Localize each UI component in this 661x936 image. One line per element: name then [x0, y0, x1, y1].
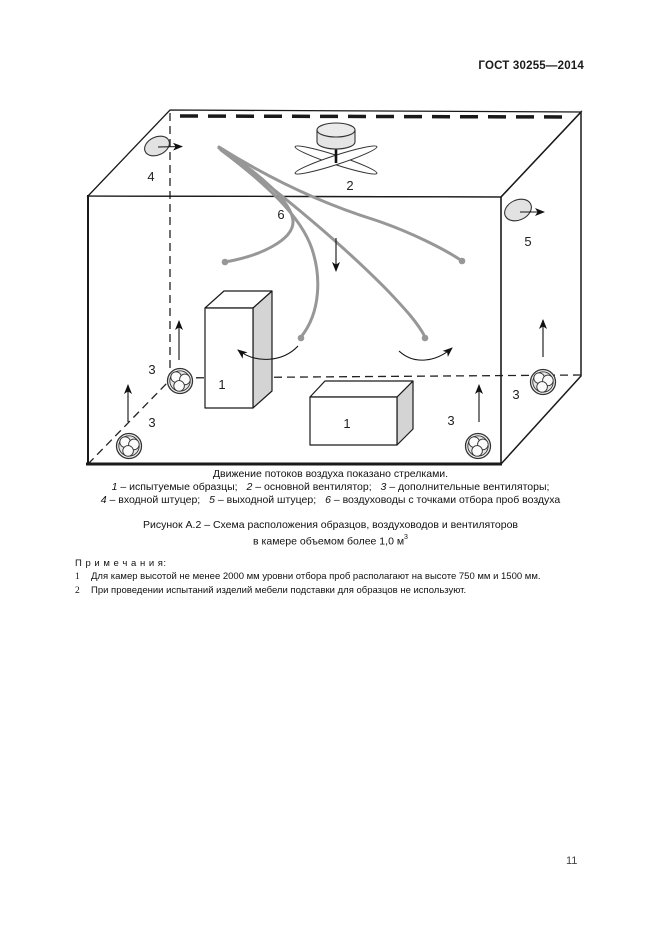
note-number: 2 [75, 586, 80, 596]
chamber-right-face [501, 112, 581, 464]
sampling-point [459, 258, 466, 265]
legend-item-text: – испытуемые образцы; [120, 481, 238, 493]
label-inlet: 4 [147, 169, 155, 184]
sampling-point [222, 259, 229, 266]
legend-item-text: – воздуховоды с точками отбора проб воздуха [333, 494, 561, 506]
main-fan-icon [294, 123, 379, 178]
aux-fan-icon [466, 434, 491, 459]
legend-item-num: 1 [111, 481, 118, 493]
inlet-fitting-icon [141, 132, 182, 159]
doc-number: ГОСТ 30255—2014 [478, 60, 584, 72]
figure-caption-line2 [30, 532, 631, 549]
chamber-back-top-dashed-line [180, 116, 572, 117]
figure-captions [30, 468, 631, 549]
aux-fan-icon [117, 434, 142, 459]
label-sample-tall: 1 [218, 377, 226, 392]
legend-item [381, 481, 550, 493]
legend-item [101, 494, 200, 506]
note-item [75, 570, 620, 584]
legend-item-text: – выходной штуцер; [217, 494, 317, 506]
legend-item [112, 481, 238, 493]
legend-item-num: 2 [246, 481, 253, 493]
legend-item-text: – дополнительные вентиляторы; [389, 481, 550, 493]
page-number: 11 [566, 855, 578, 867]
legend-intro: Движение потоков воздуха показано стрелками. [212, 468, 449, 480]
note-item [75, 584, 620, 598]
legend-row-2 [30, 494, 631, 507]
note-text: Для камер высотой не менее 2000 мм уровни отбора проб располагают на высоте 750 мм и 1500 мм. [91, 571, 541, 582]
outlet-fitting-icon [501, 195, 544, 225]
test-sample-tall [205, 291, 272, 408]
label-aux-fan: 3 [148, 362, 156, 377]
label-aux-fan: 3 [447, 413, 455, 428]
label-sample-flat: 1 [343, 416, 351, 431]
label-aux-fan: 3 [512, 387, 520, 402]
figure-caption [30, 519, 631, 549]
sample-front-face [310, 397, 397, 445]
legend-item-num: 3 [380, 481, 387, 493]
aux-fan-icon [531, 370, 556, 395]
sample-front-face [205, 308, 253, 408]
note-text: При проведении испытаний изделий мебели подставки для образцов не используют. [91, 585, 467, 596]
legend-item-text: – основной вентилятор; [255, 481, 372, 493]
legend-item-num: 6 [325, 494, 331, 506]
legend-row-1 [30, 481, 631, 494]
legend-item-text: – входной штуцер; [109, 494, 201, 506]
label-aux-fan: 3 [148, 415, 156, 430]
notes-title: П р и м е ч а н и я: [75, 558, 167, 569]
sample-top-face [310, 381, 413, 397]
legend-item [325, 494, 560, 506]
legend-item [209, 494, 316, 506]
sample-right-face [253, 291, 272, 408]
label-main-fan: 2 [346, 178, 354, 193]
legend-item [246, 481, 371, 493]
aux-fan-icon [168, 369, 193, 394]
curved-arrow-right [399, 348, 452, 360]
figure-caption-line1: Рисунок А.2 – Схема расположения образцов, воздуховодов и вентиляторов [143, 519, 518, 531]
legend-item-num: 4 [100, 494, 107, 506]
sampling-point [298, 335, 305, 342]
label-outlet: 5 [524, 234, 532, 249]
test-sample-flat [310, 381, 413, 445]
legend-item-num: 5 [209, 494, 215, 506]
figure-caption-line2-text: в камере объемом более 1,0 м [253, 535, 405, 548]
sampling-point [422, 335, 429, 342]
chamber-front-top-edge [88, 196, 501, 197]
label-duct: 6 [277, 207, 285, 222]
figure-caption-superscript: 3 [404, 534, 408, 541]
note-number: 1 [75, 572, 80, 582]
notes-section [75, 557, 620, 598]
